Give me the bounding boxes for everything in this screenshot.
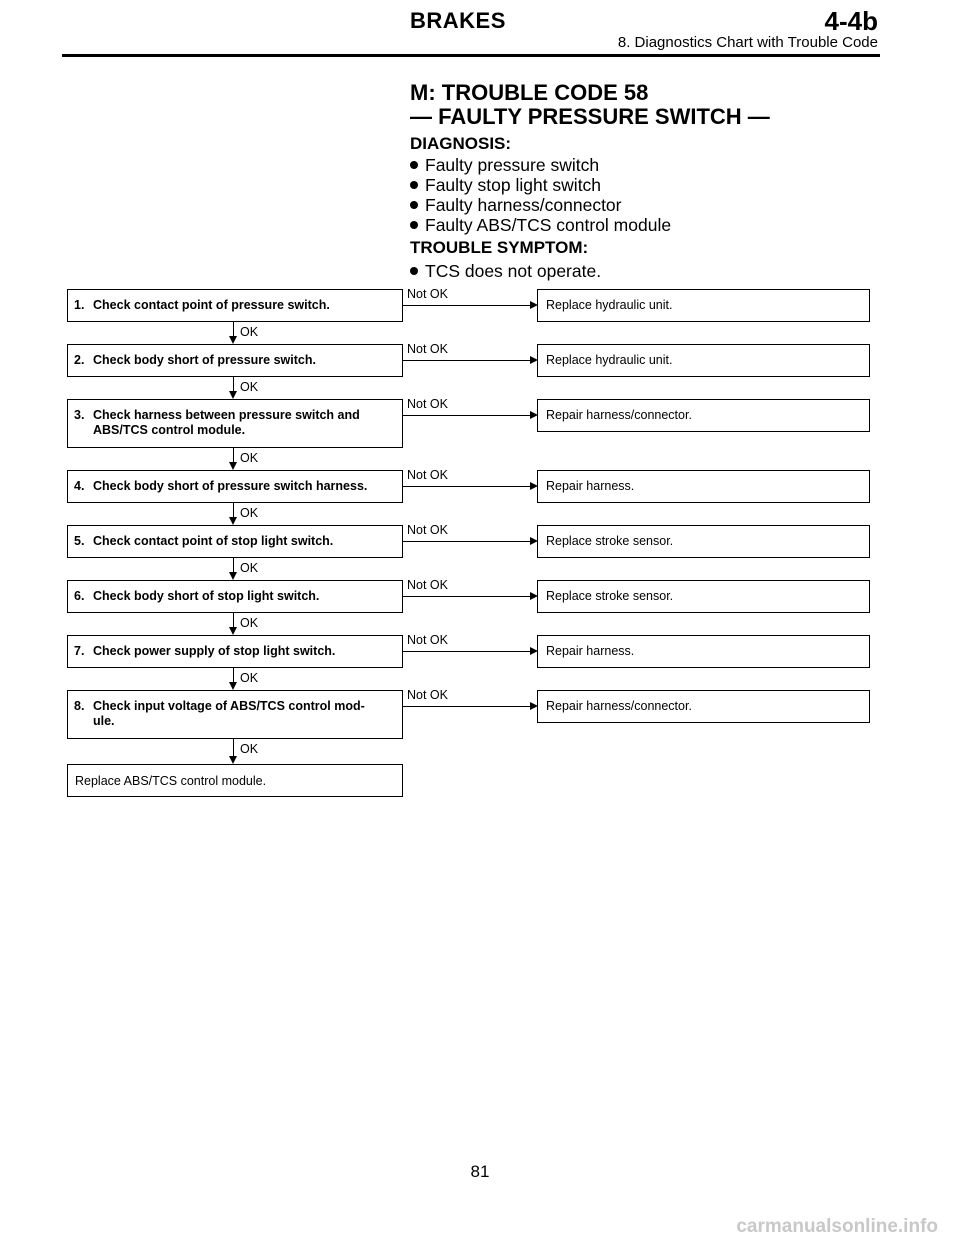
- diagnosis-item: Faulty ABS/TCS control module: [425, 215, 672, 235]
- ok-label: OK: [240, 380, 259, 394]
- step-text: [74, 353, 396, 368]
- not-ok-label: Not OK: [407, 397, 448, 411]
- arrow-down-icon: [229, 336, 237, 344]
- step-text: [74, 534, 396, 549]
- not-ok-connector: [403, 596, 531, 597]
- step-box-1: [67, 289, 403, 322]
- step-text: [74, 699, 396, 714]
- bullet-icon: [410, 181, 418, 189]
- list-item: [410, 195, 671, 215]
- step-text: [74, 589, 396, 604]
- not-ok-connector: [403, 486, 531, 487]
- arrow-down-icon: [229, 462, 237, 470]
- list-item: [410, 215, 671, 235]
- bullet-icon: [410, 201, 418, 209]
- arrow-down-icon: [229, 391, 237, 399]
- symptom-heading: TROUBLE SYMPTOM:: [410, 238, 589, 257]
- step-label: Check harness between pressure switch and: [93, 408, 360, 422]
- bullet-icon: [410, 267, 418, 275]
- step-label: Check power supply of stop light switch.: [93, 644, 336, 658]
- header-rule: [62, 54, 880, 57]
- not-ok-connector: [403, 651, 531, 652]
- step-number: 7.: [74, 644, 85, 658]
- step-box-8: [67, 690, 403, 739]
- step-text: [74, 479, 396, 494]
- header-subtitle: 8. Diagnostics Chart with Trouble Code: [617, 34, 878, 51]
- list-item: [410, 261, 601, 281]
- step-box-3: [67, 399, 403, 448]
- step-box-5: [67, 525, 403, 558]
- header-code: 4-4b: [824, 6, 878, 36]
- step-text: [74, 408, 396, 423]
- action-box-5: Replace stroke sensor.: [537, 525, 870, 558]
- not-ok-label: Not OK: [407, 578, 448, 592]
- not-ok-connector: [403, 541, 531, 542]
- step-number: 4.: [74, 479, 85, 493]
- page-title-line-1: M: TROUBLE CODE 58: [410, 80, 649, 105]
- arrow-down-icon: [229, 756, 237, 764]
- step-label: Check contact point of pressure switch.: [93, 298, 330, 312]
- list-item: [410, 175, 671, 195]
- arrow-down-icon: [229, 517, 237, 525]
- step-number: 8.: [74, 699, 85, 713]
- not-ok-connector: [403, 415, 531, 416]
- action-box-1: Replace hydraulic unit.: [537, 289, 870, 322]
- ok-label: OK: [240, 671, 259, 685]
- action-box-3: Repair harness/connector.: [537, 399, 870, 432]
- diagnosis-heading: DIAGNOSIS:: [410, 134, 512, 153]
- diagnosis-item: Faulty stop light switch: [425, 175, 602, 195]
- final-step-box: Replace ABS/TCS control module.: [67, 764, 403, 797]
- not-ok-connector: [403, 305, 531, 306]
- step-number: 2.: [74, 353, 85, 367]
- step-label: Check input voltage of ABS/TCS control mod-: [93, 699, 365, 713]
- step-number: 3.: [74, 408, 85, 422]
- diagnosis-item: Faulty pressure switch: [425, 155, 600, 175]
- arrow-down-icon: [229, 682, 237, 690]
- not-ok-label: Not OK: [407, 342, 448, 356]
- ok-label: OK: [240, 561, 259, 575]
- header-section: BRAKES: [410, 8, 506, 33]
- not-ok-label: Not OK: [407, 287, 448, 301]
- page-title-line-2: — FAULTY PRESSURE SWITCH —: [410, 104, 770, 129]
- not-ok-label: Not OK: [407, 633, 448, 647]
- not-ok-label: Not OK: [407, 523, 448, 537]
- not-ok-connector: [403, 706, 531, 707]
- step-label: Check body short of stop light switch.: [93, 589, 320, 603]
- step-text: [74, 644, 396, 659]
- step-text: [74, 298, 396, 313]
- action-box-6: Replace stroke sensor.: [537, 580, 870, 613]
- step-box-4: [67, 470, 403, 503]
- step-box-7: [67, 635, 403, 668]
- ok-label: OK: [240, 742, 259, 756]
- ok-label: OK: [240, 616, 259, 630]
- symptom-item: TCS does not operate.: [425, 261, 602, 281]
- arrow-down-icon: [229, 572, 237, 580]
- bullet-icon: [410, 221, 418, 229]
- watermark: carmanualsonline.info: [736, 1216, 938, 1237]
- not-ok-label: Not OK: [407, 688, 448, 702]
- ok-label: OK: [240, 451, 259, 465]
- step-box-2: [67, 344, 403, 377]
- page-number: 81: [470, 1162, 490, 1181]
- list-item: [410, 155, 671, 175]
- diagnosis-item: Faulty harness/connector: [425, 195, 622, 215]
- step-label: Check body short of pressure switch.: [93, 353, 316, 367]
- ok-label: OK: [240, 506, 259, 520]
- not-ok-connector: [403, 360, 531, 361]
- not-ok-label: Not OK: [407, 468, 448, 482]
- step-label: Check body short of pressure switch harness.: [93, 479, 368, 493]
- step-label-continued: ule.: [93, 714, 115, 728]
- step-label: Check contact point of stop light switch.: [93, 534, 334, 548]
- action-box-8: Repair harness/connector.: [537, 690, 870, 723]
- step-number: 1.: [74, 298, 85, 312]
- arrow-down-icon: [229, 627, 237, 635]
- step-label-continued: ABS/TCS control module.: [93, 423, 246, 437]
- symptom-list: [410, 261, 601, 281]
- action-box-2: Replace hydraulic unit.: [537, 344, 870, 377]
- ok-label: OK: [240, 325, 259, 339]
- action-box-7: Repair harness.: [537, 635, 870, 668]
- step-number: 6.: [74, 589, 85, 603]
- step-number: 5.: [74, 534, 85, 548]
- action-box-4: Repair harness.: [537, 470, 870, 503]
- step-box-6: [67, 580, 403, 613]
- bullet-icon: [410, 161, 418, 169]
- diagnosis-list: [410, 155, 671, 235]
